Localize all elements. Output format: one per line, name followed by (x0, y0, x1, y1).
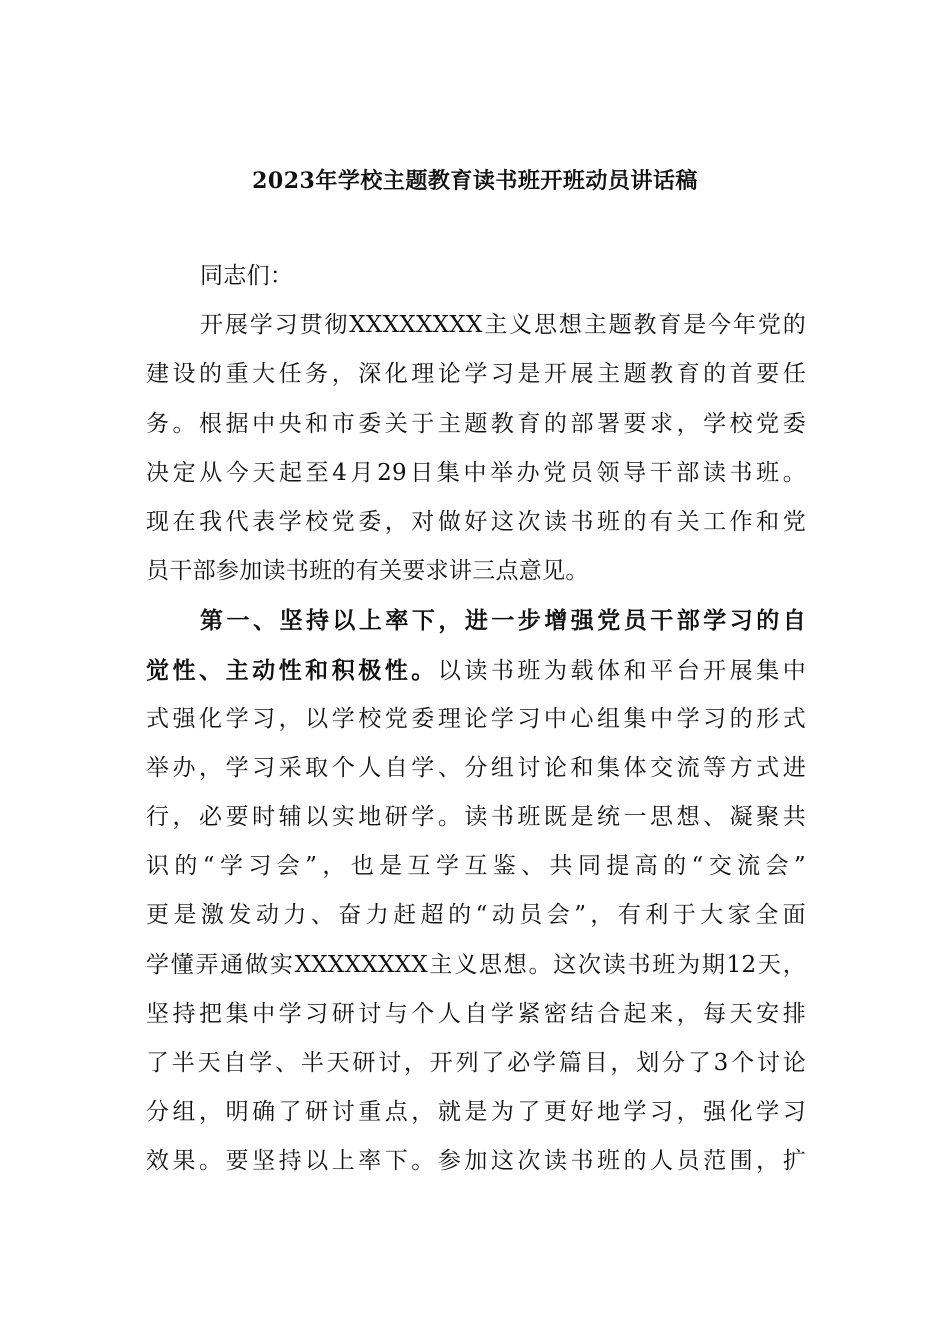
paragraph-line: 现在我代表学校党委，对做好这次读书班的有关工作和党 (146, 508, 806, 535)
paragraph-line: 开展学习贯彻XXXXXXXX主义思想主题教育是今年党的 (200, 312, 806, 339)
paragraph-text: 以读书班为载体和平台开展集中 (437, 657, 806, 684)
section-heading-tail: 觉性、主动性和积极性。 (146, 656, 438, 684)
paragraph-line: 行，必要时辅以实地研学。读书班既是统一思想、凝聚共 (146, 804, 806, 831)
paragraph-line: 坚持把集中学习研讨与个人自学紧密结合起来，每天安排 (146, 1000, 806, 1027)
paragraph-line: 更是激发动力、奋力赶超的“动员会”，有利于大家全面 (146, 902, 806, 929)
paragraph-line: 务。根据中央和市委关于主题教育的部署要求，学校党委 (146, 410, 806, 437)
paragraph-line: 分组，明确了研讨重点，就是为了更好地学习，强化学习 (146, 1099, 806, 1126)
paragraph-line: 效果。要坚持以上率下。参加这次读书班的人员范围，扩 (146, 1148, 806, 1175)
section-heading-continued (146, 646, 806, 695)
paragraph-line: 识的“学习会”，也是互学互鉴、共同提高的“交流会” (146, 853, 806, 880)
paragraph-line: 式强化学习，以学校党委理论学习中心组集中学习的形式 (146, 705, 806, 732)
paragraph-line: 了半天自学、半天研讨，开列了必学篇目，划分了3个讨论 (146, 1050, 806, 1076)
salutation: 同志们： (200, 263, 294, 289)
paragraph-line: 员干部参加读书班的有关要求讲三点意见。 (146, 558, 589, 585)
document-title: 2023年学校主题教育读书班开班动员讲话稿 (252, 168, 698, 194)
paragraph-line: 学懂弄通做实XXXXXXXX主义思想。这次读书班为期12天， (146, 951, 806, 978)
section-heading: 第一、坚持以上率下，进一步增强党员干部学习的自 (200, 607, 806, 635)
paragraph-line: 建设的重大任务，深化理论学习是开展主题教育的首要任 (146, 361, 806, 388)
paragraph-line: 举办，学习采取个人自学、分组讨论和集体交流等方式进 (146, 754, 806, 781)
document-body (146, 252, 806, 1187)
paragraph-line: 决定从今天起至4月29日集中举办党员领导干部读书班。 (146, 459, 806, 486)
